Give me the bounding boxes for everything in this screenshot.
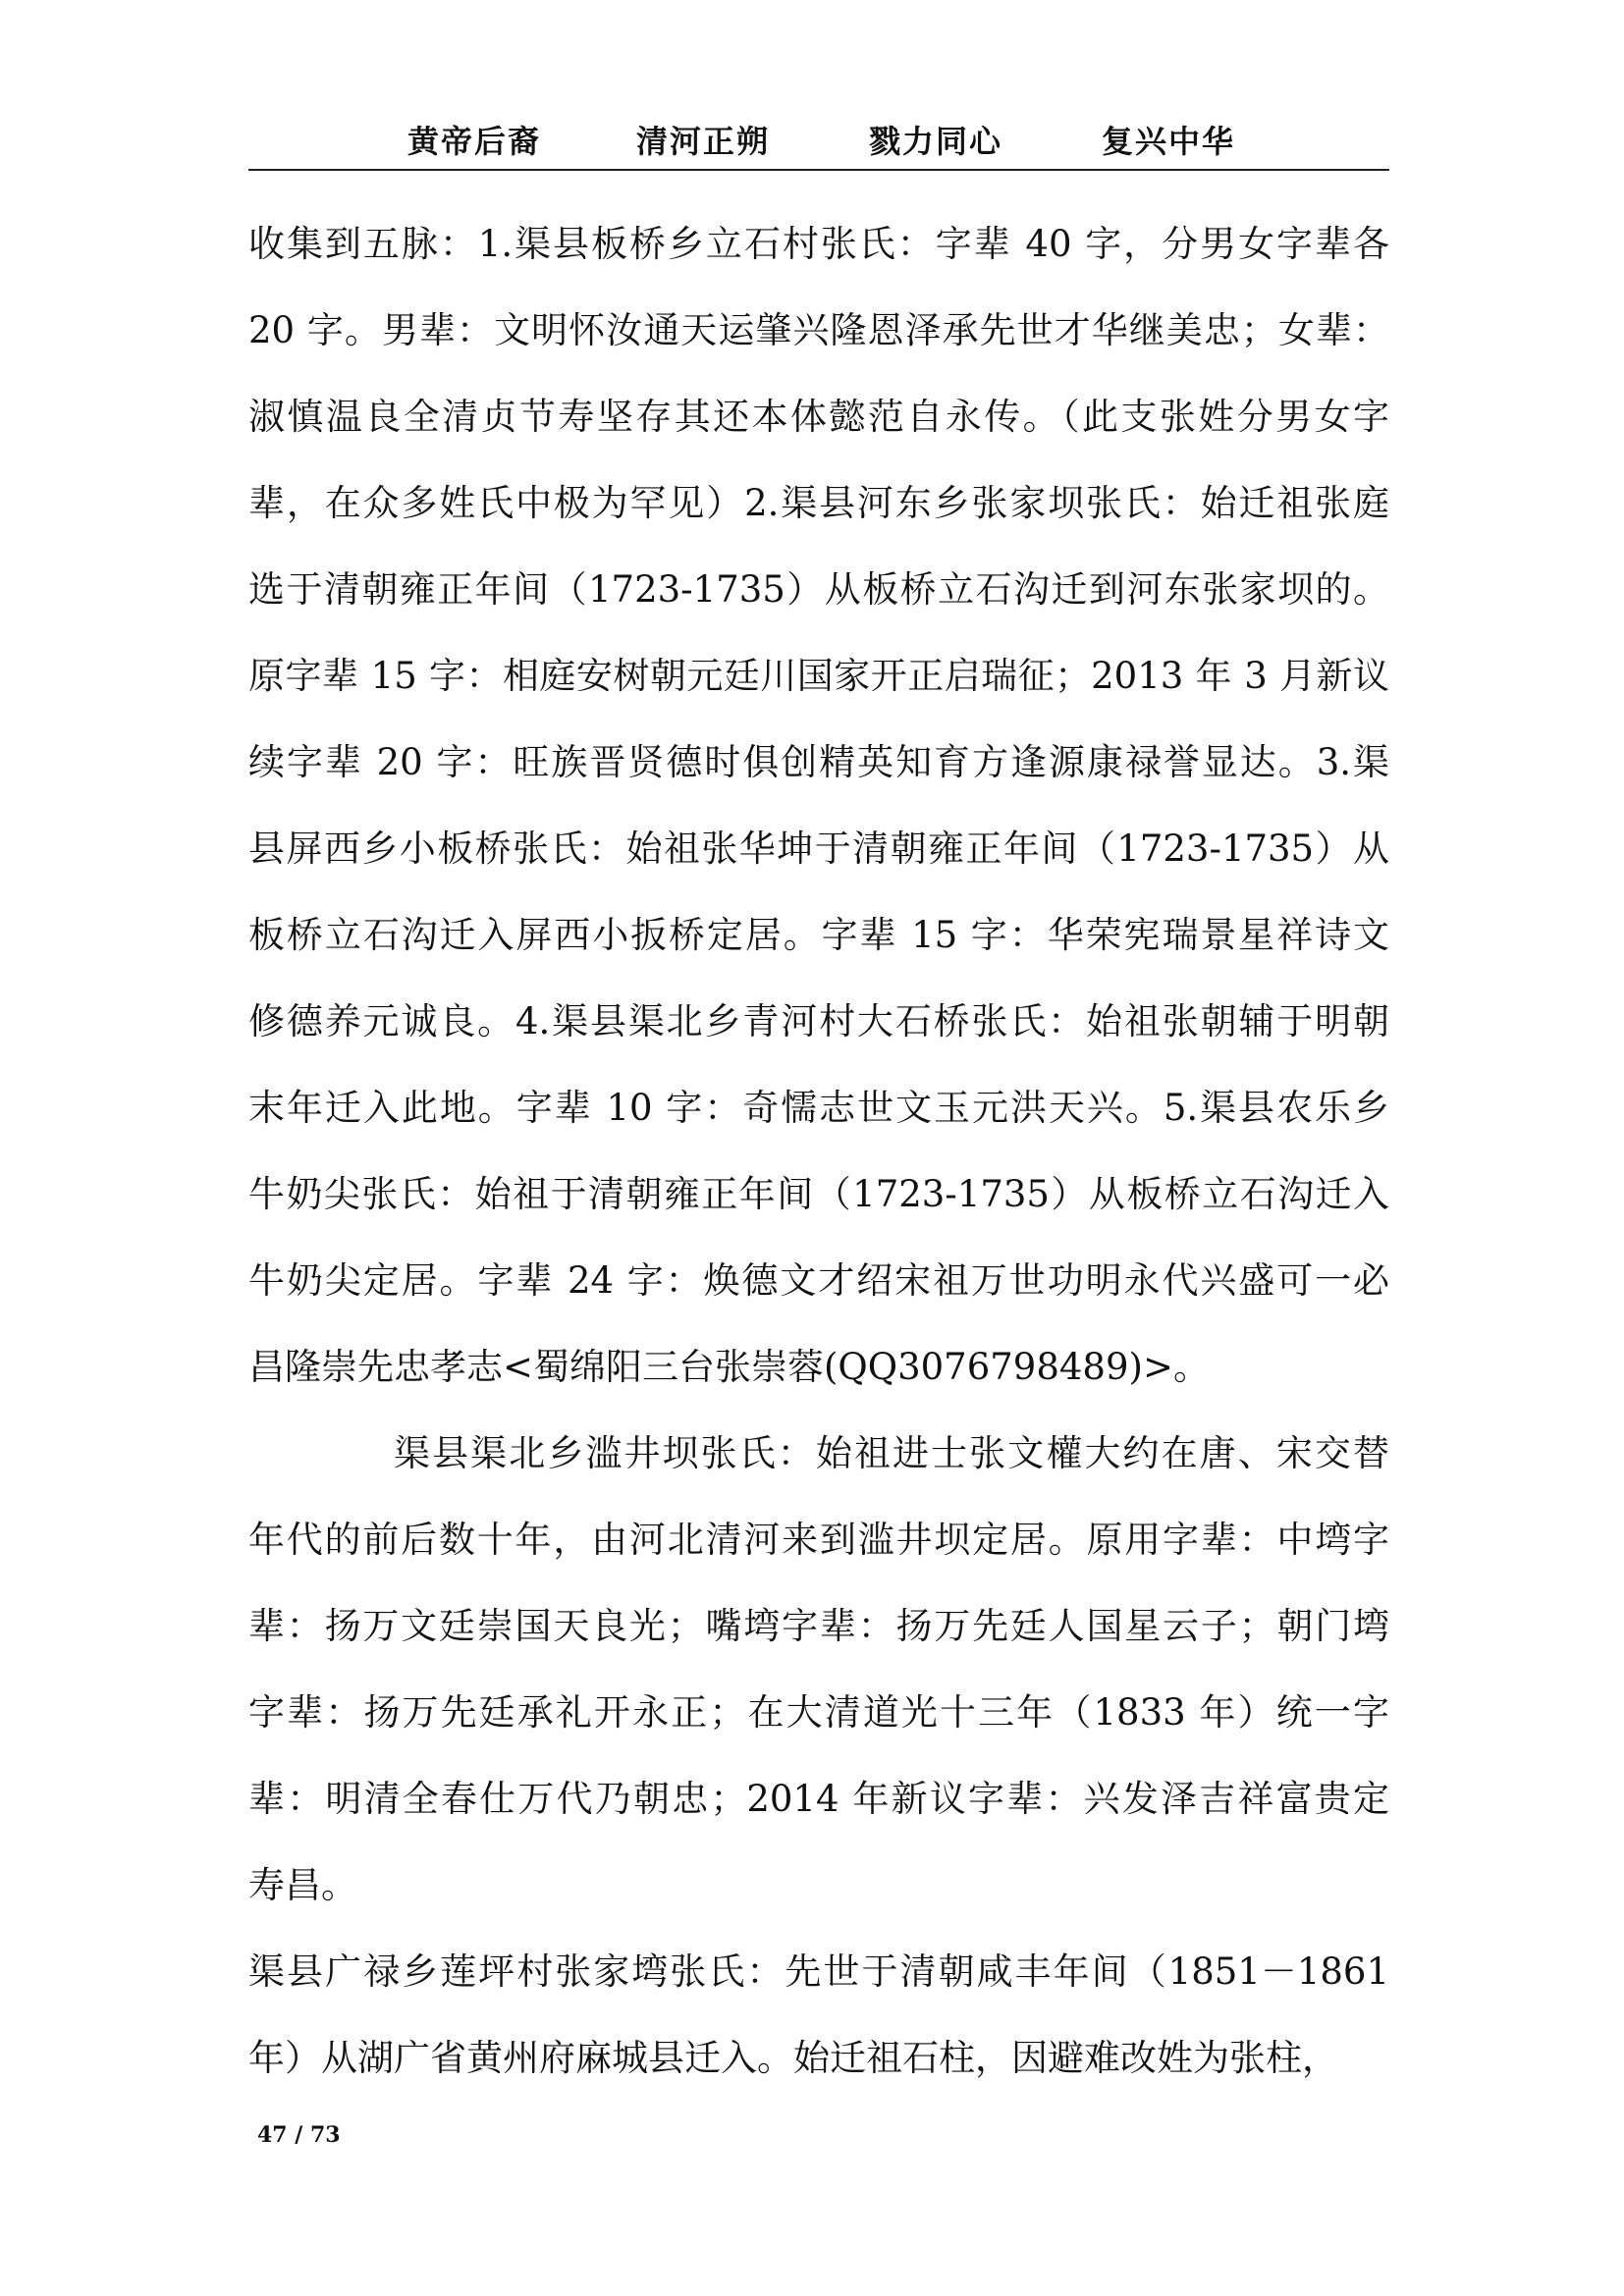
- paragraph: [248, 1929, 1389, 2102]
- text-line: 收集到五脉：1.渠县板桥乡立石村张氏：字辈 40 字，分男女字辈各: [248, 223, 1389, 265]
- paragraph: [248, 1411, 1389, 1929]
- text-line: 辈，在众多姓氏中极为罕见）2.渠县河东乡张家坝张氏：始迁祖张庭: [248, 482, 1389, 524]
- header-motto-3: 戮力同心: [869, 123, 1003, 160]
- text-line: 板桥立石沟迁入屏西小扳桥定居。字辈 15 字：华荣宪瑞景星祥诗文: [248, 914, 1389, 956]
- header-motto-4: 复兴中华: [1102, 123, 1236, 160]
- header-motto-1: 黄帝后裔: [407, 123, 542, 160]
- page-number: 47 / 73: [257, 2122, 341, 2148]
- text-line: 年代的前后数十年，由河北清河来到滥井坝定居。原用字辈：中塆字: [248, 1519, 1389, 1561]
- header-motto-2: 清河正朔: [636, 123, 771, 160]
- text-line: 20 字。男辈：文明怀汝通天运肇兴隆恩泽承先世才华继美忠；女辈：: [248, 309, 1389, 351]
- text-line: 末年迁入此地。字辈 10 字：奇懦志世文玉元洪天兴。5.渠县农乐乡: [248, 1087, 1389, 1129]
- text-line: 寿昌。: [248, 1864, 357, 1906]
- text-line: 渠县广禄乡莲坪村张家塆张氏：先世于清朝咸丰年间（1851－1861: [248, 1950, 1389, 1993]
- text-line: 昌隆崇先忠孝志<蜀绵阳三台张崇蓉(QQ3076798489)>。: [248, 1346, 1210, 1388]
- text-line: 续字辈 20 字：旺族晋贤德时俱创精英知育方逢源康禄誉显达。3.渠: [248, 741, 1389, 783]
- text-line: 牛奶尖张氏：始祖于清朝雍正年间（1723-1735）从板桥立石沟迁入: [248, 1173, 1389, 1215]
- text-line: 县屏西乡小板桥张氏：始祖张华坤于清朝雍正年间（1723-1735）从: [248, 828, 1389, 870]
- text-line: 字辈：扬万先廷承礼开永正；在大清道光十三年（1833 年）统一字: [248, 1691, 1389, 1734]
- text-line: 选于清朝雍正年间（1723-1735）从板桥立石沟迁到河东张家坝的。: [248, 568, 1389, 611]
- text-line: 渠县渠北乡滥井坝张氏：始祖进士张文權大约在唐、宋交替: [394, 1432, 1389, 1474]
- page-header: [248, 120, 1389, 171]
- text-line: 原字辈 15 字：相庭安树朝元廷川国家开正启瑞征；2013 年 3 月新议: [248, 655, 1389, 697]
- paragraph: [248, 201, 1389, 1411]
- text-line: 牛奶尖定居。字辈 24 字：焕德文才绍宋祖万世功明永代兴盛可一必: [248, 1259, 1389, 1302]
- text-line: 修德养元诚良。4.渠县渠北乡青河村大石桥张氏：始祖张朝辅于明朝: [248, 1000, 1389, 1042]
- text-line: 辈：扬万文廷崇国天良光；嘴塆字辈：扬万先廷人国星云子；朝门塆: [248, 1605, 1389, 1647]
- text-line: 年）从湖广省黄州府麻城县迁入。始迁祖石柱，因避难改姓为张柱，: [248, 2037, 1338, 2079]
- text-line: 淑慎温良全清贞节寿坚存其还本体懿范自永传。（此支张姓分男女字: [248, 396, 1389, 438]
- document-body: [248, 201, 1389, 2102]
- text-line: 辈：明清全春仕万代乃朝忠；2014 年新议字辈：兴发泽吉祥富贵定: [248, 1778, 1389, 1820]
